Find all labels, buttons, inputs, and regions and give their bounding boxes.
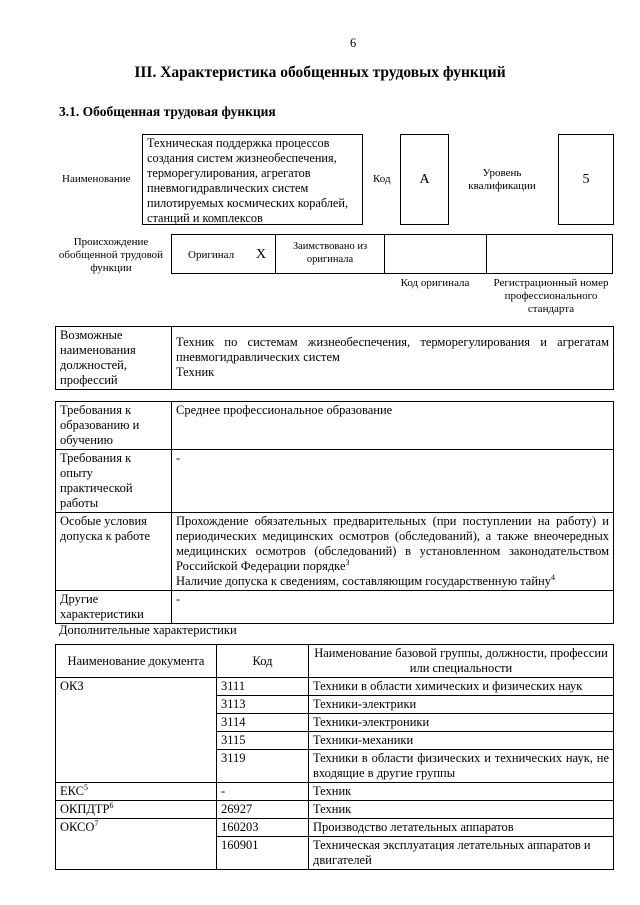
experience-value: -	[172, 450, 614, 513]
doc-name: ОКЗ	[60, 679, 84, 693]
name-cell: Техник	[309, 801, 614, 819]
positions-table	[55, 326, 614, 390]
code-cell: 3119	[217, 750, 309, 783]
doc-cell	[56, 801, 217, 819]
education-label: Требования к образованию и обучению	[56, 402, 172, 450]
subsection-title: 3.1. Обобщенная трудовая функция	[59, 104, 276, 119]
table-row	[56, 402, 614, 450]
admission-value	[172, 513, 614, 591]
origin-label: Происхождение обобщенной трудовой функции	[58, 236, 164, 274]
code-original-caption: Код оригинала	[400, 277, 470, 289]
reg-number-caption: Регистрационный номер профессионального стандарта	[493, 277, 609, 315]
name-cell: Техник	[309, 783, 614, 801]
table-row	[56, 678, 614, 696]
footnote-6: 6	[109, 800, 114, 810]
code-cell: 3113	[217, 696, 309, 714]
additional-table	[55, 644, 614, 870]
doc-cell	[56, 783, 217, 801]
table-row	[56, 783, 614, 801]
divider	[486, 235, 487, 273]
code-cell: 160203	[217, 819, 309, 837]
original-label: Оригинал	[188, 249, 235, 261]
table-row	[56, 450, 614, 513]
positions-value	[172, 327, 614, 390]
divider	[275, 235, 276, 273]
admission-label: Особые условия допуска к работе	[56, 513, 172, 591]
other-label: Другие характеристики	[56, 591, 172, 624]
section-title: III. Характеристика обобщенных трудовых функций	[134, 64, 506, 81]
other-value: -	[172, 591, 614, 624]
origin-grid	[171, 234, 613, 274]
footnote-7: 7	[94, 818, 99, 828]
function-name-box: Техническая поддержка процессов создания систем жизнеобеспечения, терморегулирования, агрегатов пневмогидравлических систем пилотируемых космических кораблей, станций и комплексов	[142, 134, 363, 225]
original-mark: X	[256, 247, 267, 262]
name-cell: Техники-механики	[309, 732, 614, 750]
code-cell: 160901	[217, 837, 309, 870]
page-number: 6	[350, 36, 357, 50]
positions-label: Возможные наименования должностей, профессий	[56, 327, 172, 390]
code-cell: -	[217, 783, 309, 801]
admission-text-2	[176, 574, 609, 589]
code-label: Код	[373, 173, 391, 185]
code-cell: 3111	[217, 678, 309, 696]
name-label: Наименование	[62, 173, 131, 185]
doc-name: ОКПДТР	[60, 802, 110, 816]
footnote-4: 4	[550, 572, 555, 582]
footnote-5: 5	[84, 782, 88, 792]
name-cell: Техники-электроники	[309, 714, 614, 732]
table-row	[56, 327, 614, 390]
table-row	[56, 801, 614, 819]
code-cell: 3115	[217, 732, 309, 750]
admission-text-part1: Прохождение обязательных предварительных (при поступлении на работу) и периодических медицинских осмотров (обследований), а также внеочередных медицинских осмотров (обследований) в установленном законодательством Российской Федерации порядке	[176, 514, 609, 573]
header-code: Код	[217, 645, 309, 678]
footnote-3: 3	[345, 557, 350, 567]
education-value: Среднее профессиональное образование	[172, 402, 614, 450]
name-cell: Производство летательных аппаратов	[309, 819, 614, 837]
requirements-table	[55, 401, 614, 624]
table-row	[56, 591, 614, 624]
admission-text-1	[176, 514, 609, 574]
name-cell: Техники в области физических и технических наук, не входящие в другие группы	[309, 750, 614, 783]
header-name: Наименование базовой группы, должности, профессии или специальности	[309, 645, 614, 678]
additional-title: Дополнительные характеристики	[59, 623, 237, 637]
experience-label: Требования к опыту практической работы	[56, 450, 172, 513]
code-value: A	[400, 134, 449, 225]
name-cell: Техническая эксплуатация летательных аппаратов и двигателей	[309, 837, 614, 870]
doc-name: ОКСО	[60, 820, 95, 834]
doc-cell	[56, 678, 217, 783]
table-row	[56, 819, 614, 837]
name-cell: Техники в области химических и физических наук	[309, 678, 614, 696]
table-header-row	[56, 645, 614, 678]
level-label: Уровень квалификации	[468, 167, 536, 192]
doc-name: ЕКС	[60, 784, 84, 798]
positions-line2: Техник	[176, 365, 215, 379]
admission-text-part2: Наличие допуска к сведениям, составляющим государственную тайну	[176, 574, 551, 588]
doc-cell	[56, 819, 217, 870]
level-value: 5	[558, 134, 614, 225]
name-cell: Техники-электрики	[309, 696, 614, 714]
divider	[384, 235, 385, 273]
positions-line1: Техник по системам жизнеобеспечения, терморегулирования и агрегатам пневмогидравлических систем	[176, 335, 609, 364]
borrowed-label: Заимствовано из оригинала	[292, 241, 368, 265]
table-row	[56, 513, 614, 591]
code-cell: 26927	[217, 801, 309, 819]
header-document: Наименование документа	[56, 645, 217, 678]
code-cell: 3114	[217, 714, 309, 732]
